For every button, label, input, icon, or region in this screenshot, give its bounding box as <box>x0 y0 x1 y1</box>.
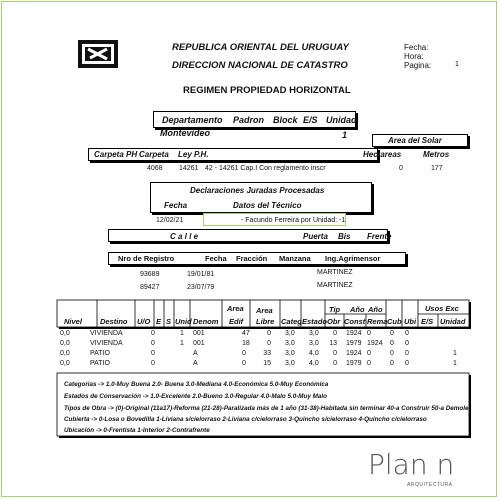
bis-label: Bis <box>338 232 351 241</box>
units-row-2-edif: 18 <box>242 340 250 347</box>
units-row-1-s: 1 <box>180 330 184 337</box>
frente-label: Frente <box>367 232 392 241</box>
registro-row-1-fecha: 19/01/81 <box>187 271 215 278</box>
units-row-3-nivel: 0,0 <box>60 350 70 357</box>
units-header-area-libre-1: Area <box>256 306 273 315</box>
carpeta-label: Carpeta <box>139 150 169 159</box>
units-row-4-nivel: 0,0 <box>60 360 70 367</box>
units-row-3-obr: 0 <box>333 350 337 357</box>
units-row-3-unidad: 1 <box>453 350 457 357</box>
units-row-1-nivel: 0,0 <box>60 330 70 337</box>
units-row-1-cub: 0 <box>390 330 394 337</box>
block-label: Block <box>273 115 298 125</box>
units-row-1-rema: 0 <box>367 330 371 337</box>
ley-ph-label: Ley P.H. <box>178 150 209 159</box>
registro-row-1-agrimensor: MARTINEZ <box>317 269 353 276</box>
units-row-2-nivel: 0,0 <box>60 340 70 347</box>
registro-row-1-nro: 93689 <box>140 271 160 278</box>
units-row-3-edif: 0 <box>242 350 246 357</box>
declaraciones-title: Declaraciones Juradas Procesadas <box>190 186 325 195</box>
units-row-4-categ: 3,0 <box>285 360 295 367</box>
units-row-2-unid: 001 <box>193 340 205 347</box>
units-row-4-estado: 4,0 <box>309 360 319 367</box>
registro-row-2-agrimensor: MARTINEZ <box>317 282 353 289</box>
units-header-usos: Usos Exc <box>425 304 459 313</box>
units-row-1-obr: 0 <box>333 330 337 337</box>
unidad-value: 1 <box>342 130 348 140</box>
departamento-value: Montevideo <box>160 128 211 138</box>
registro-fraccion-label: Fracción <box>236 254 268 263</box>
units-header-ano: Año <box>350 305 365 314</box>
carpeta-ph-value: 4068 <box>147 165 163 172</box>
registro-nro-label: Nro de Registro <box>118 254 175 263</box>
units-row-3-cub: 0 <box>390 350 394 357</box>
units-header-ano2: Año <box>368 305 383 314</box>
units-header-const: Const <box>344 317 366 326</box>
units-row-3-rema: 0 <box>367 350 371 357</box>
hectareas-value: 0 <box>399 165 403 172</box>
units-row-1-edif: 47 <box>242 330 250 337</box>
units-header-es: E/S <box>421 317 434 326</box>
header-agency: DIRECCION NACIONAL DE CATASTRO <box>172 60 348 71</box>
units-row-4-edif: 0 <box>242 360 246 367</box>
pagina-label: Pagina: <box>404 61 432 70</box>
units-row-3-destino: PATIO <box>90 350 110 357</box>
units-row-2-uo: 0 <box>151 340 155 347</box>
units-row-4-ubi: 0 <box>405 360 409 367</box>
units-row-3-categ: 3,0 <box>285 350 295 357</box>
departamento-label: Departamento <box>162 115 223 125</box>
carpeta-value: 14261 <box>179 165 199 172</box>
units-row-2-const: 1979 <box>346 340 362 347</box>
ley-ph-value: 42 - 14261 Cap.I Con reglamento inscr <box>205 165 326 172</box>
units-row-1-estado: 3,0 <box>309 330 319 337</box>
units-header-ubi: Ubi <box>404 317 417 326</box>
pagina-value: 1 <box>455 61 459 68</box>
units-row-2-s: 1 <box>180 340 184 347</box>
registro-fecha-label: Fecha <box>205 254 227 263</box>
legend-ubicacion: Ubicación -> 0-Frentista 1-Interior 2-Contrafrente <box>64 427 210 434</box>
units-row-4-cub: 0 <box>390 360 394 367</box>
units-row-2-rema: 1924 <box>367 340 383 347</box>
registro-row-2-fecha: 23/07/79 <box>187 284 215 291</box>
page-title: REGIMEN PROPIEDAD HORIZONTAL <box>183 85 351 96</box>
units-row-3-unid: A <box>193 350 198 357</box>
hectareas-label: Hectareas <box>363 150 402 159</box>
units-header-e: E <box>156 317 162 326</box>
units-row-4-destino: PATIO <box>90 360 110 367</box>
brand-logo: Plan n <box>368 448 455 481</box>
units-row-1-ubi: 0 <box>405 330 409 337</box>
units-row-4-unid: A <box>193 360 198 367</box>
units-row-2-destino: VIVIENDA <box>90 340 123 347</box>
units-row-1-unid: 001 <box>193 330 205 337</box>
units-header-area-edif-1: Area <box>227 304 244 313</box>
metros-label: Metros <box>423 150 450 159</box>
fecha-label: Fecha: <box>404 43 429 52</box>
hora-label: Hora: <box>404 52 424 61</box>
units-header-categ: Categ <box>281 317 302 326</box>
units-header-uo: U/O <box>137 317 151 326</box>
puerta-label: Puerta <box>303 232 328 241</box>
padron-label: Padron <box>233 115 265 125</box>
units-row-1-uo: 0 <box>151 330 155 337</box>
units-row-1-destino: VIVIENDA <box>90 330 123 337</box>
unidad-label: Unidad <box>326 115 357 125</box>
carpeta-ph-label: Carpeta PH <box>94 150 138 159</box>
declaracion-datos-value: - Facundo Ferreira por Unidad: -1 <box>241 217 346 224</box>
units-header-unid: Unid <box>175 317 192 326</box>
units-header-destino: Destino <box>100 317 128 326</box>
units-row-3-estado: 4,0 <box>309 350 319 357</box>
legend-cubierta: Cubierta -> 0-Losa o Bovedilla 1-Liviana s/cielorraso 2-Liviana c/cielorraso 3-Quincho s/cielorraso 4-Quincho c/cielorraso <box>64 416 427 423</box>
units-row-3-const: 1924 <box>346 350 362 357</box>
units-row-2-obr: 13 <box>329 340 337 347</box>
declaraciones-fecha-label: Fecha <box>164 201 188 210</box>
calle-label: C a l l e <box>170 232 199 241</box>
units-row-1-categ: 3,0 <box>285 330 295 337</box>
units-header-nivel: Nivel <box>64 317 82 326</box>
units-row-4-libre: 15 <box>263 360 271 367</box>
units-row-4-rema: 0 <box>367 360 371 367</box>
registro-agrimensor-label: Ing.Agrimensor <box>325 254 381 263</box>
units-row-3-libre: 33 <box>263 350 271 357</box>
brand-subtitle: ARQUITECTURA <box>407 482 453 488</box>
units-header-tip: Tip <box>329 305 341 314</box>
legend-categorias: Categorias -> 1.0-Muy Buena 2.0- Buena 3.0-Mediana 4.0-Económica 5.0-Muy Económica <box>64 381 329 388</box>
declaracion-fecha-value: 12/02/21 <box>156 217 184 224</box>
units-row-3-uo: 0 <box>151 350 155 357</box>
legend-tipos-obra: Tipos de Obra -> (0)-Original (11a17)-Reforma (21-28)-Paralizada más de 1 año (31-38)-Habitada sin terminar 40-a Construir 50-a Demoler <box>64 405 471 412</box>
units-header-area-libre-2: Libre <box>256 317 275 326</box>
units-row-2-ubi: 0 <box>405 340 409 347</box>
registro-row-2-nro: 89427 <box>140 284 160 291</box>
units-header-denom: Denom <box>193 317 219 326</box>
units-row-4-obr: 0 <box>333 360 337 367</box>
units-row-1-const: 1924 <box>346 330 362 337</box>
units-row-2-libre: 0 <box>267 340 271 347</box>
registro-manzana-label: Manzana <box>279 254 311 263</box>
units-header-cub: Cub <box>387 317 402 326</box>
metros-value: 177 <box>431 165 443 172</box>
es-label: E/S <box>303 115 318 125</box>
units-row-4-uo: 0 <box>151 360 155 367</box>
units-row-4-const: 1979 <box>346 360 362 367</box>
units-header-estado: Estado <box>302 317 328 326</box>
units-row-4-unidad: 1 <box>453 360 457 367</box>
header-country: REPUBLICA ORIENTAL DEL URUGUAY <box>172 42 349 53</box>
units-header-area-edif-2: Edif <box>229 317 244 326</box>
units-row-3-ubi: 0 <box>405 350 409 357</box>
units-row-1-libre: 0 <box>267 330 271 337</box>
units-header-unidad: Unidad <box>440 317 466 326</box>
legend-estados: Estados de Conservación -> 1.0-Excelente 2.0-Bueno 3.0-Regular 4.0-Malo 5.0-Muy Malo <box>64 393 327 400</box>
solar-label: Area del Solar <box>388 136 442 145</box>
units-row-2-categ: 3,0 <box>285 340 295 347</box>
units-row-2-cub: 0 <box>390 340 394 347</box>
units-header-s: S <box>166 317 172 326</box>
units-header-rema: Rema <box>367 317 388 326</box>
declaraciones-datos-label: Datos del Técnico <box>233 201 302 210</box>
units-header-obr: Obr <box>327 317 341 326</box>
units-row-2-estado: 3,0 <box>309 340 319 347</box>
